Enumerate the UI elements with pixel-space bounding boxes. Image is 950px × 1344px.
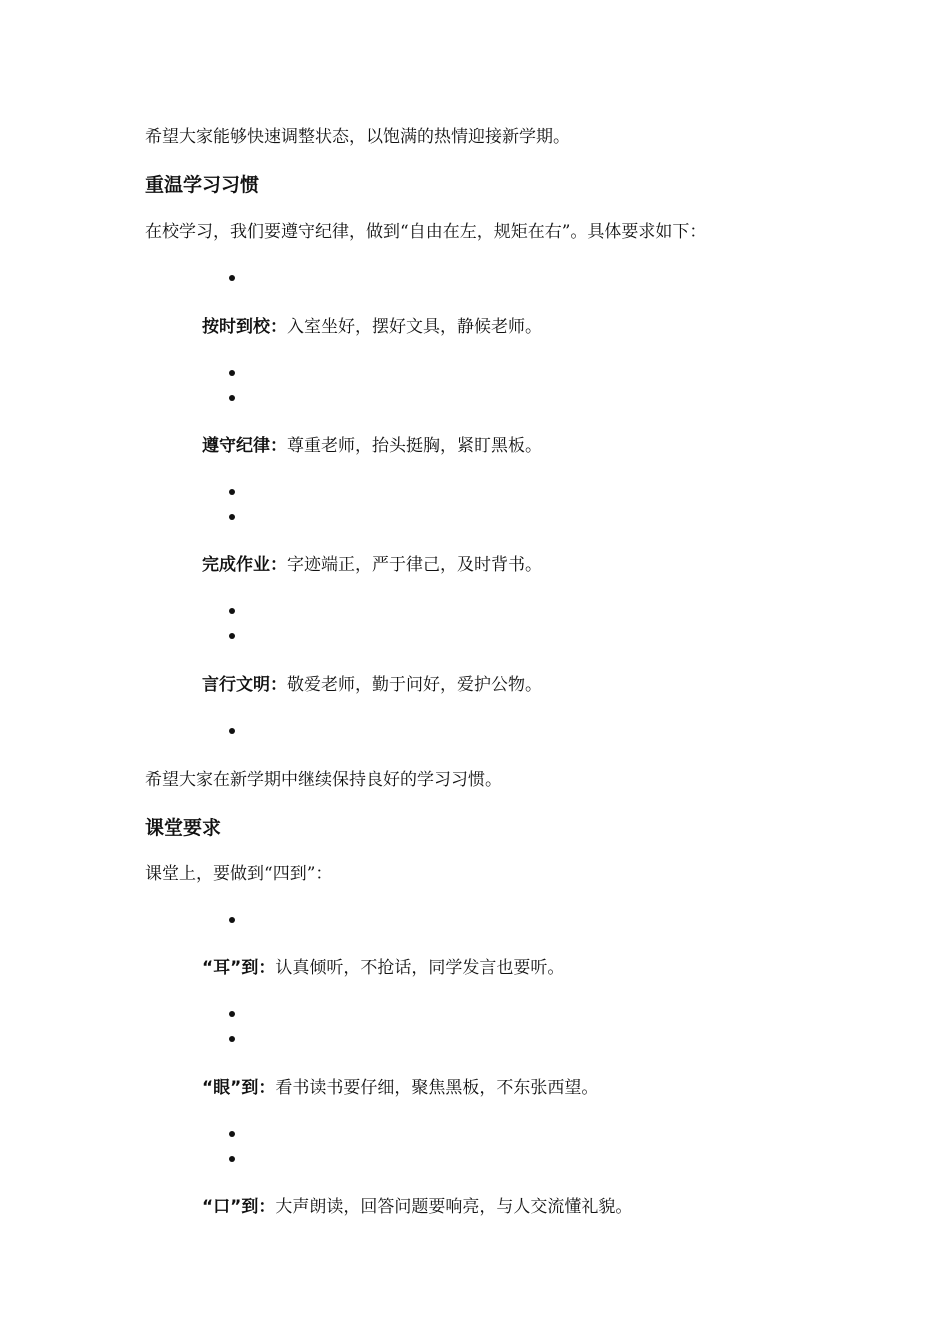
list-bullet bbox=[229, 917, 235, 923]
item-term: “眼”到 bbox=[202, 1078, 259, 1098]
section-heading-study-habits: 重温学习习惯 bbox=[145, 174, 260, 196]
item-description: 看书读书要仔细，聚焦黑板，不东张西望。 bbox=[275, 1078, 599, 1098]
item-separator: ： bbox=[270, 675, 287, 695]
item-term: “口”到 bbox=[202, 1197, 259, 1217]
list-item-study-habit bbox=[202, 316, 542, 338]
list-bullet bbox=[229, 514, 235, 520]
list-bullet bbox=[229, 489, 235, 495]
list-bullet bbox=[229, 728, 235, 734]
item-separator: ： bbox=[270, 436, 287, 456]
intro-paragraph: 希望大家能够快速调整状态，以饱满的热情迎接新学期。 bbox=[145, 127, 570, 147]
list-item-study-habit bbox=[202, 435, 542, 457]
list-bullet bbox=[229, 1036, 235, 1042]
classroom-lead: 课堂上，要做到“四到”： bbox=[145, 864, 333, 884]
item-description: 入室坐好，摆好文具，静候老师。 bbox=[287, 317, 542, 337]
item-description: 敬爱老师，勤于问好，爱护公物。 bbox=[287, 675, 542, 695]
item-separator: ： bbox=[258, 1078, 276, 1098]
list-bullet bbox=[229, 275, 235, 281]
item-separator: ： bbox=[270, 317, 287, 337]
item-separator: ： bbox=[258, 1197, 276, 1217]
list-bullet bbox=[229, 1156, 235, 1162]
list-item-classroom bbox=[202, 957, 564, 979]
item-term: 按时到校 bbox=[202, 317, 270, 337]
item-description: 大声朗读，回答问题要响亮，与人交流懂礼貌。 bbox=[275, 1197, 633, 1217]
study-habits-lead: 在校学习，我们要遵守纪律，做到“自由在左，规矩在右”。具体要求如下： bbox=[145, 222, 707, 242]
study-habits-closing: 希望大家在新学期中继续保持良好的学习习惯。 bbox=[145, 770, 502, 790]
item-description: 尊重老师，抬头挺胸，紧盯黑板。 bbox=[287, 436, 542, 456]
list-bullet bbox=[229, 370, 235, 376]
item-term: 言行文明 bbox=[202, 675, 270, 695]
item-description: 字迹端正，严于律己，及时背书。 bbox=[287, 555, 542, 575]
list-bullet bbox=[229, 608, 235, 614]
item-description: 认真倾听，不抢话，同学发言也要听。 bbox=[275, 958, 565, 978]
list-item-classroom bbox=[202, 1077, 598, 1099]
item-term: 完成作业 bbox=[202, 555, 270, 575]
list-bullet bbox=[229, 633, 235, 639]
item-separator: ： bbox=[258, 958, 276, 978]
list-bullet bbox=[229, 395, 235, 401]
list-bullet bbox=[229, 1011, 235, 1017]
list-item-classroom bbox=[202, 1196, 632, 1218]
item-term: 遵守纪律 bbox=[202, 436, 270, 456]
list-item-study-habit bbox=[202, 674, 542, 696]
list-bullet bbox=[229, 1131, 235, 1137]
section-heading-classroom: 课堂要求 bbox=[145, 817, 222, 839]
list-item-study-habit bbox=[202, 554, 542, 576]
item-term: “耳”到 bbox=[202, 958, 259, 978]
item-separator: ： bbox=[270, 555, 287, 575]
